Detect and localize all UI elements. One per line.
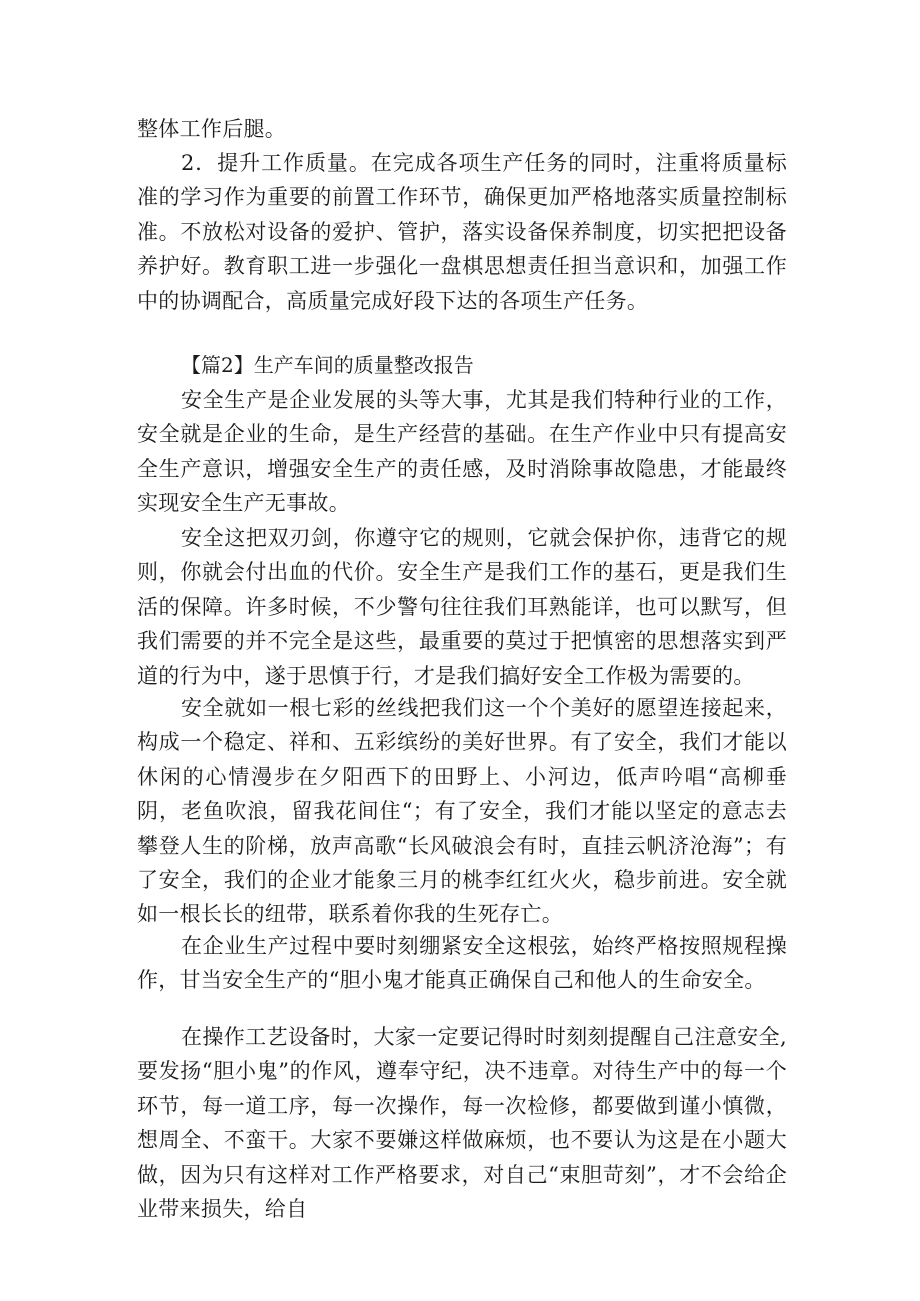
paragraph-continuation: 整体工作后腿。	[137, 117, 287, 141]
paragraph-tighten-string: 在企业生产过程中要时刻绷紧安全这根弦，始终严格按照规程操作，甘当安全生产的“胆小鬼才能真正确保自己和他人的生命安全。	[137, 934, 787, 993]
paragraph-operating-equipment: 在操作工艺设备时，大家一定要记得时时刻刻提醒自己注意安全,要发扬“胆小鬼”的作风，遵奉守纪，决不违章。对待生产中的每一个环节，每一道工序，每一次操作，每一次检修，都要做到谨小慎微，想周全、不蛮干。大家不要嫌这样做麻烦，也不要认为这是在小题大做，因为只有这样对工作严格要求，对自己“束胆苛刻”，才不会给企业带来损失，给自	[137, 1025, 787, 1222]
paragraph-improve-quality: 2．提升工作质量。在完成各项生产任务的同时，注重将质量标准的学习作为重要的前置工作环节，确保更加严格地落实质量控制标准。不放松对设备的爱护、管护，落实设备保养制度，切实把把设备养护好。教育职工进一步强化一盘棋思想责任担当意识和，加强工作中的协调配合，高质量完成好段下达的各项生产任务。	[137, 151, 787, 313]
paragraph-double-edged-sword: 安全这把双刃剑，你遵守它的规则，它就会保护你，违背它的规则，你就会付出血的代价。安全生产是我们工作的基石，更是我们生活的保障。许多时候，不少警句往往我们耳熟能详，也可以默写，但我们需要的并不完全是这些，最重要的莫过于把慎密的思想落实到严道的行为中，遂于思慎于行，才是我们搞好安全工作极为需要的。	[137, 526, 787, 688]
paragraph-seven-color-thread: 安全就如一根七彩的丝线把我们这一个个美好的愿望连接起来，构成一个稳定、祥和、五彩缤纷的美好世界。有了安全，我们才能以休闲的心情漫步在夕阳西下的田野上、小河边，低声吟唱“高柳垂阴，老鱼吹浪，留我花间住“；有了安全，我们才能以坚定的意志去攀登人生的阶梯，放声高歌“长风破浪会有时，直挂云帆济沧海”；有了安全，我们的企业才能象三月的桃李红红火火，稳步前进。安全就如一根长长的纽带，联系着你我的生死存亡。	[137, 696, 787, 927]
section-heading: 【篇2】生产车间的质量整改报告	[181, 353, 474, 377]
paragraph-safety-intro: 安全生产是企业发展的头等大事，尤其是我们特种行业的工作，安全就是企业的生命，是生产经营的基础。在生产作业中只有提高安全生产意识，增强安全生产的责任感，及时消除事故隐患，才能最终实现安全生产无事故。	[137, 388, 787, 516]
